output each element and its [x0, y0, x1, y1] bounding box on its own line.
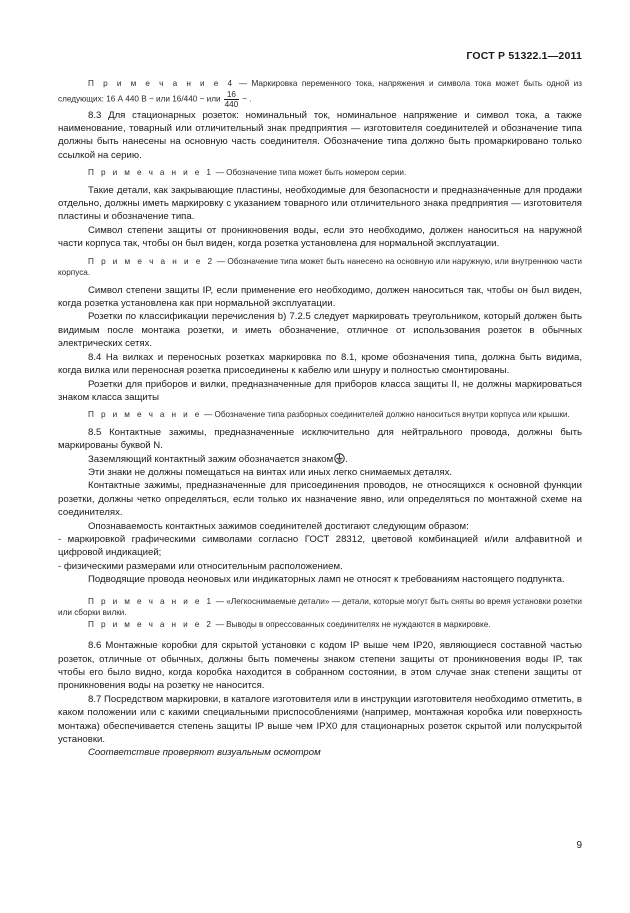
note-1-type: П р и м е ч а н и е 1 — Обозначение типа может быть номером серии. — [88, 168, 407, 178]
list-item-dimensions: - физическими размерами или относительным расположением. — [58, 560, 343, 572]
note-2-type: П р и м е ч а н и е 2 — Обозначение типа может быть нанесено на основную или наружную, или внутреннюю части корпуса. — [58, 256, 582, 278]
paragraph-ip-symbol: Символ степени защиты IP, если применение его необходимо, должен наноситься так, чтобы он был виден, когда розетка установлена как при нормальной эксплуатации. — [58, 284, 582, 310]
page-number: 9 — [576, 840, 582, 851]
paragraph-8-4: 8.4 На вилках и переносных розетках маркировка по 8.1, кроме обозначения типа, должна быть видима, когда вилка или переносная розетка присоединены к кабелю или шнуру и полностью смонтированы. — [58, 351, 582, 377]
document-body — [58, 78, 582, 760]
paragraph-auxiliary-terminals: Контактные зажимы, предназначенные для присоединения проводов, не относящихся к основной функции розетки, должны четко определяться, если только их назначение явно, или определяться по монтажной схеме на соединителях. — [58, 480, 582, 519]
standard-header: ГОСТ Р 51322.1—2011 — [466, 50, 582, 62]
note-4: П р и м е ч а н и е 4 — Маркировка переменного тока, напряжения и символа тока может быть одной из следующих: 16 А 440 В ~ или 16/440 ~ или $\frac{16}{440}$ ~ . — [58, 79, 582, 109]
paragraph-triangle: Розетки по классификации перечисления b) 7.2.5 следует маркировать треугольником, который должен быть видимым после монтажа розетки, и иметь обозначение, отличное от использования розеток в обычных электрических сетях. — [58, 311, 582, 350]
list-item-symbols: - маркировкой графическими символами согласно ГОСТ 28312, цветовой комбинацией и/или алфавитной и цифровой индикацией; — [58, 534, 582, 559]
paragraph-8-3: 8.3 Для стационарных розеток: номинальный ток, номинальное напряжение и символ тока, а также наименование, товарный или отличительный знак предприятия — изготовителя соединителей и обозначение типа должны быть нанесены на основную часть соединителя. Обозначение типа должно быть промаркировано только ссылкой на серию. — [58, 109, 582, 161]
paragraph-8-5: 8.5 Контактные зажимы, предназначенные исключительно для нейтрального провода, должны быть маркированы буквой N. — [58, 426, 582, 452]
paragraph-screws: Эти знаки не должны помещаться на винтах или иных легко снимаемых деталях. — [88, 467, 453, 479]
paragraph-cover-plates: Такие детали, как закрывающие пластины, необходимые для безопасности и предназначенные для продажи отдельно, должны иметь маркировку с указанием товарного или отличительного знака предприятия — изготовителя пластины и обозначение типа. — [58, 184, 582, 223]
paragraph-neon-lamps: Подводящие провода неоновых или индикаторных ламп не относят к требованиям настоящего подпункта. — [88, 574, 565, 586]
paragraph-8-7: 8.7 Посредством маркировки, в каталоге изготовителя или в инструкции изготовителя необходимо отметить, в каком положении или с какими специальными приспособлениями (например, монтажная коробка или поверхность монтажа) обеспечивается степень защиты IP выше чем IPX0 для стационарных розеток скрытой или полускрытой установки. — [58, 693, 582, 746]
earth-symbol-icon — [334, 453, 345, 464]
paragraph-compliance-check: Соответствие проверяют визуальным осмотром — [88, 747, 321, 759]
paragraph-8-6: 8.6 Монтажные коробки для скрытой установки с кодом IP выше чем IP20, являющиеся составной частью розеток, отличные от обычных, должны быть помечены знаком степени защиты от проникновения воды IP, так чтобы его было видно, когда коробка находится в собранном состоянии, в этом случае знак степени защиты от проникновения воды на розетку не наносится. — [58, 640, 582, 692]
note-1-removable: П р и м е ч а н и е 1 — «Легкоснимаемые детали» — детали, которые могут быть сняты во время установки розетки или сборки вилки. — [58, 596, 582, 618]
fraction: $\frac{16}{440}$ — [224, 89, 239, 109]
paragraph-earthing: Заземляющий контактный зажим обозначается знаком . — [88, 453, 348, 465]
paragraph-water-protection: Символ степени защиты от проникновения воды, если это необходимо, должен наноситься на наружной части корпуса так, чтобы он был виден, когда розетка установлена для нормальной эксплуатации. — [58, 224, 582, 250]
paragraph-identification: Опознаваемость контактных зажимов соединителей достигают следующим образом: — [88, 520, 469, 532]
paragraph-class-2: Розетки для приборов и вилки, предназначенные для приборов класса защиты II, не должны маркироваться знаком класса защиты — [58, 378, 582, 403]
note-2-crimped: П р и м е ч а н и е 2 — Выводы в опрессованных соединителях не нуждаются в маркировке. — [88, 619, 491, 629]
note-detachable: П р и м е ч а н и е — Обозначение типа разборных соединителей должно наноситься внутри корпуса или крышки. — [88, 410, 570, 420]
